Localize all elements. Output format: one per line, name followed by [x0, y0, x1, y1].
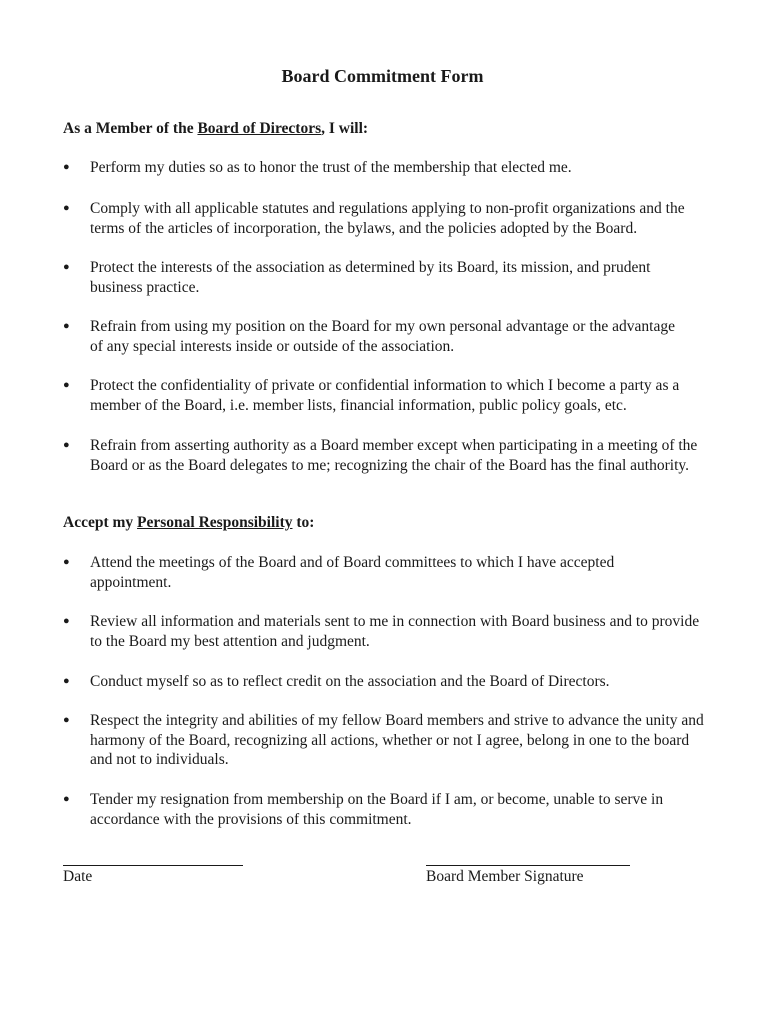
member-signature-label: Board Member Signature	[426, 868, 584, 885]
list-item	[63, 317, 690, 356]
member-signature-line[interactable]	[426, 865, 630, 866]
page-title: Board Commitment Form	[281, 66, 484, 86]
list-item	[63, 553, 680, 592]
heading-suffix: to:	[292, 514, 315, 531]
list-item-text: Attend the meetings of the Board and of Board committees to which I have accepted appointment.	[90, 554, 615, 591]
list-item	[63, 612, 700, 651]
bullet-icon: ●	[63, 615, 70, 627]
list-item-text: Refrain from asserting authority as a Board member except when participating in a meeting of the Board or as the Board delegates to me; recognizing the chair of the Board has the final authority.	[90, 437, 698, 474]
heading-emphasis: Board of Directors	[197, 120, 322, 137]
bullet-icon: ●	[63, 202, 70, 214]
list-item-text: Perform my duties so as to honor the trust of the membership that elected me.	[90, 159, 572, 176]
list-item-text: Comply with all applicable statutes and regulations applying to non-profit organizations and the terms of the articles of incorporation, the bylaws, and the policies adopted by the Board.	[90, 200, 685, 237]
section-heading-directors	[63, 120, 368, 138]
list-item	[63, 376, 713, 415]
list-item-text: Refrain from using my position on the Board for my own personal advantage or the advantage of any special interests inside or outside of the association.	[90, 318, 675, 355]
date-signature-line[interactable]	[63, 865, 243, 866]
list-item-text: Protect the interests of the association as determined by its Board, its mission, and prudent business practice.	[90, 259, 651, 296]
list-item	[63, 258, 690, 297]
bullet-icon: ●	[63, 793, 70, 805]
list-item-text: Respect the integrity and abilities of my fellow Board members and strive to advance the unity and harmony of the Board, recognizing all actions, whether or not I agree, belong in one to the board and not to individuals.	[90, 712, 704, 768]
bullet-icon: ●	[63, 161, 70, 173]
list-item	[63, 158, 713, 178]
list-item-text: Conduct myself so as to reflect credit on the association and the Board of Directors.	[90, 673, 610, 690]
bullet-icon: ●	[63, 439, 70, 451]
bullet-icon: ●	[63, 379, 70, 391]
date-label: Date	[63, 868, 93, 885]
heading-suffix: , I will:	[321, 120, 369, 137]
bullet-icon: ●	[63, 320, 70, 332]
list-item-text: Tender my resignation from membership on the Board if I am, or become, unable to serve in accordance with the provisions of this commitment.	[90, 791, 664, 828]
bullet-icon: ●	[63, 675, 70, 687]
list-item	[63, 436, 713, 475]
heading-prefix: Accept my	[63, 514, 138, 531]
list-item	[63, 199, 713, 238]
list-item	[63, 790, 713, 829]
list-item-text: Review all information and materials sent to me in connection with Board business and to provide to the Board my best attention and judgment.	[90, 613, 700, 650]
list-item	[63, 711, 713, 770]
list-item-text: Protect the confidentiality of private or confidential information to which I become a party as a member of the Board, i.e. member lists, financial information, public policy goals, etc.	[90, 377, 680, 414]
heading-emphasis: Personal Responsibility	[137, 514, 293, 531]
bullet-icon: ●	[63, 556, 70, 568]
bullet-icon: ●	[63, 261, 70, 273]
heading-prefix: As a Member of the	[63, 120, 198, 137]
list-item	[63, 672, 713, 692]
bullet-icon: ●	[63, 714, 70, 726]
section-heading-responsibility	[63, 514, 314, 532]
